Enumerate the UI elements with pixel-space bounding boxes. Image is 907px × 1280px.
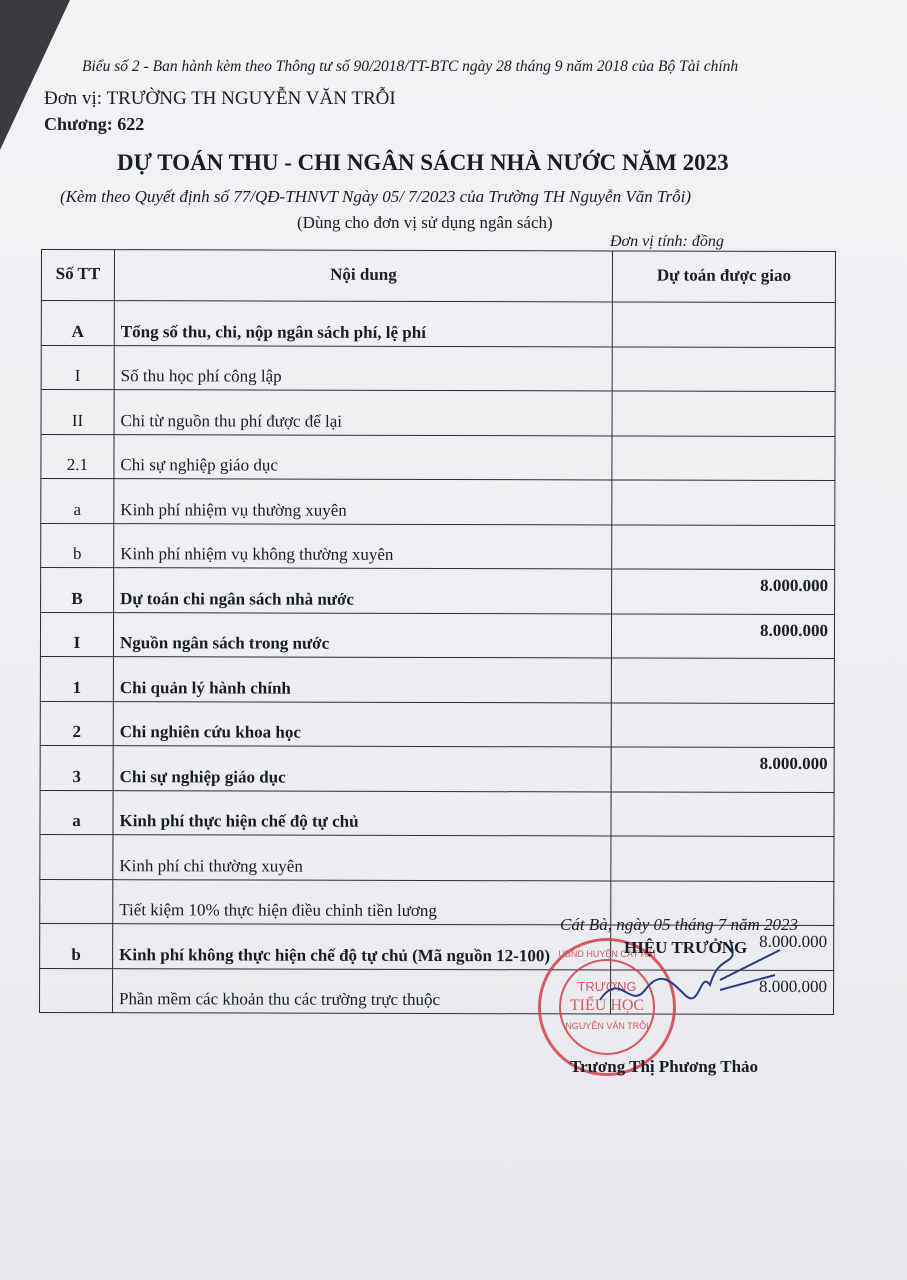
row-value [612, 346, 835, 391]
table-row [40, 612, 834, 659]
header-content: Nội dung [114, 250, 612, 302]
row-value: 8.000.000 [611, 969, 834, 1014]
place-date: Cát Bà, ngày 05 tháng 7 năm 2023 [560, 915, 798, 934]
official-stamp: UBND HUYỆN CÁT HẢI TRƯỜNG TIỂU HỌC NGUYỄN VĂN TRỖI [538, 938, 676, 1076]
row-value: 8.000.000 [611, 613, 834, 658]
table-row [40, 656, 834, 703]
row-content: Nguồn ngân sách trong nước [113, 612, 611, 658]
row-content: Phần mềm các khoản thu các trường trực thuộc [113, 968, 611, 1014]
row-number [40, 834, 113, 879]
table-row [41, 300, 835, 347]
row-content: Kinh phí nhiệm vụ thường xuyên [114, 479, 612, 525]
row-content: Chi sự nghiệp giáo dục [113, 746, 611, 792]
row-content: Chi sự nghiệp giáo dục [114, 434, 612, 480]
row-number: B [41, 567, 114, 612]
row-number: 3 [40, 745, 113, 790]
row-value [612, 391, 835, 436]
header-value: Dự toán được giao [612, 251, 835, 303]
row-number: a [41, 478, 114, 523]
unit-name: Đơn vị: TRƯỜNG TH NGUYỄN VĂN TRỖI [44, 88, 396, 109]
document-subtitle: (Kèm theo Quyết định số 77/QĐ-THNVT Ngày 05/ 7/2023 của Trường TH Nguyễn Văn Trỗi) [60, 187, 691, 206]
table-row [40, 745, 834, 792]
currency-unit: Đơn vị tính: đồng [610, 233, 724, 250]
chapter: Chương: 622 [44, 114, 145, 134]
row-content: Kinh phí nhiệm vụ không thường xuyên [114, 523, 612, 569]
row-number: b [41, 523, 114, 568]
signer-name: Trương Thị Phương Thảo [570, 1057, 759, 1076]
row-content: Tổng số thu, chi, nộp ngân sách phí, lệ phí [114, 301, 612, 347]
table-row [41, 389, 835, 436]
row-content: Chi nghiên cứu khoa học [113, 701, 611, 747]
row-number [40, 968, 113, 1013]
usage-note: (Dùng cho đơn vị sử dụng ngân sách) [297, 213, 553, 232]
row-content: Dự toán chi ngân sách nhà nước [114, 568, 612, 614]
row-value: 8.000.000 [611, 747, 834, 792]
row-content: Chi từ nguồn thu phí được để lại [114, 390, 612, 436]
header-no: Số TT [41, 249, 114, 300]
row-number: a [40, 790, 113, 835]
row-number: A [41, 300, 114, 345]
row-number [40, 879, 113, 924]
row-number: II [41, 389, 114, 434]
budget-table [39, 249, 836, 1015]
table-row [40, 701, 834, 748]
reference-line: Biểu số 2 - Ban hành kèm theo Thông tư số 90/2018/TT-BTC ngày 28 tháng 9 năm 2018 của Bộ Tài chính [82, 58, 739, 75]
table-header-row [41, 249, 835, 302]
row-number: b [40, 923, 113, 968]
row-value [612, 435, 835, 480]
table-row [41, 567, 835, 614]
table-row [41, 478, 835, 525]
row-value [612, 480, 835, 525]
row-number: 1 [40, 656, 113, 701]
row-value [611, 836, 834, 881]
row-content: Số thu học phí công lập [114, 345, 612, 391]
row-number: I [41, 345, 114, 390]
row-value: 8.000.000 [611, 925, 834, 970]
row-number: 2.1 [41, 434, 114, 479]
row-value [611, 791, 834, 836]
row-content: Kinh phí không thực hiện chế độ tự chủ (Mã nguồn 12-100) [113, 924, 611, 970]
row-content: Tiết kiệm 10% thực hiện điều chỉnh tiền lương [113, 879, 611, 925]
row-number: 2 [40, 701, 113, 746]
table-row [41, 523, 835, 570]
row-value [612, 302, 835, 347]
document-title: DỰ TOÁN THU - CHI NGÂN SÁCH NHÀ NƯỚC NĂM 2023 [117, 150, 729, 175]
row-number: I [40, 612, 113, 657]
row-value [612, 524, 835, 569]
row-content: Kinh phí thực hiện chế độ tự chủ [113, 790, 611, 836]
row-content: Chi quản lý hành chính [113, 657, 611, 703]
table-row [40, 790, 834, 837]
row-value [611, 658, 834, 703]
table-row [40, 834, 834, 881]
row-content: Kinh phí chi thường xuyên [113, 835, 611, 881]
position-title: HIỆU TRƯỞNG [624, 938, 748, 957]
row-value: 8.000.000 [612, 569, 835, 614]
row-value [611, 702, 834, 747]
table-row [41, 434, 835, 481]
table-row [41, 345, 835, 392]
